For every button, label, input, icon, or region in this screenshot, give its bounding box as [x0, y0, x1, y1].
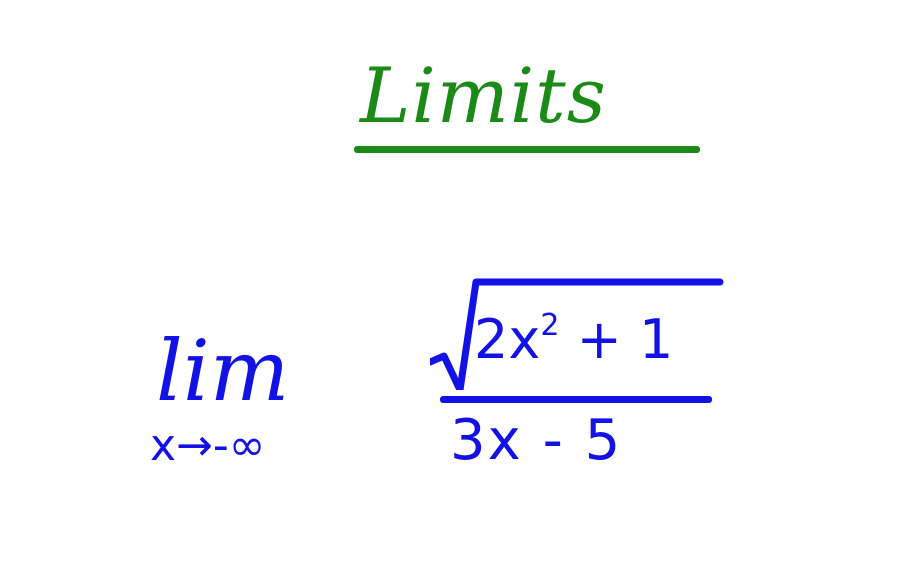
lim-subscript: x→-∞	[150, 420, 266, 471]
fraction-bar	[440, 396, 712, 403]
limit-expression	[150, 270, 730, 490]
lim-operator: lim	[156, 322, 290, 420]
title-underline	[354, 146, 700, 153]
fraction	[430, 270, 730, 490]
title-block	[354, 46, 700, 158]
exponent: 2	[540, 308, 560, 343]
page-title: Limits	[360, 51, 607, 140]
numerator	[474, 310, 673, 370]
denominator: 3x - 5	[450, 408, 623, 473]
radicand-base: 2x	[474, 308, 541, 371]
radicand-tail: + 1	[576, 308, 674, 371]
